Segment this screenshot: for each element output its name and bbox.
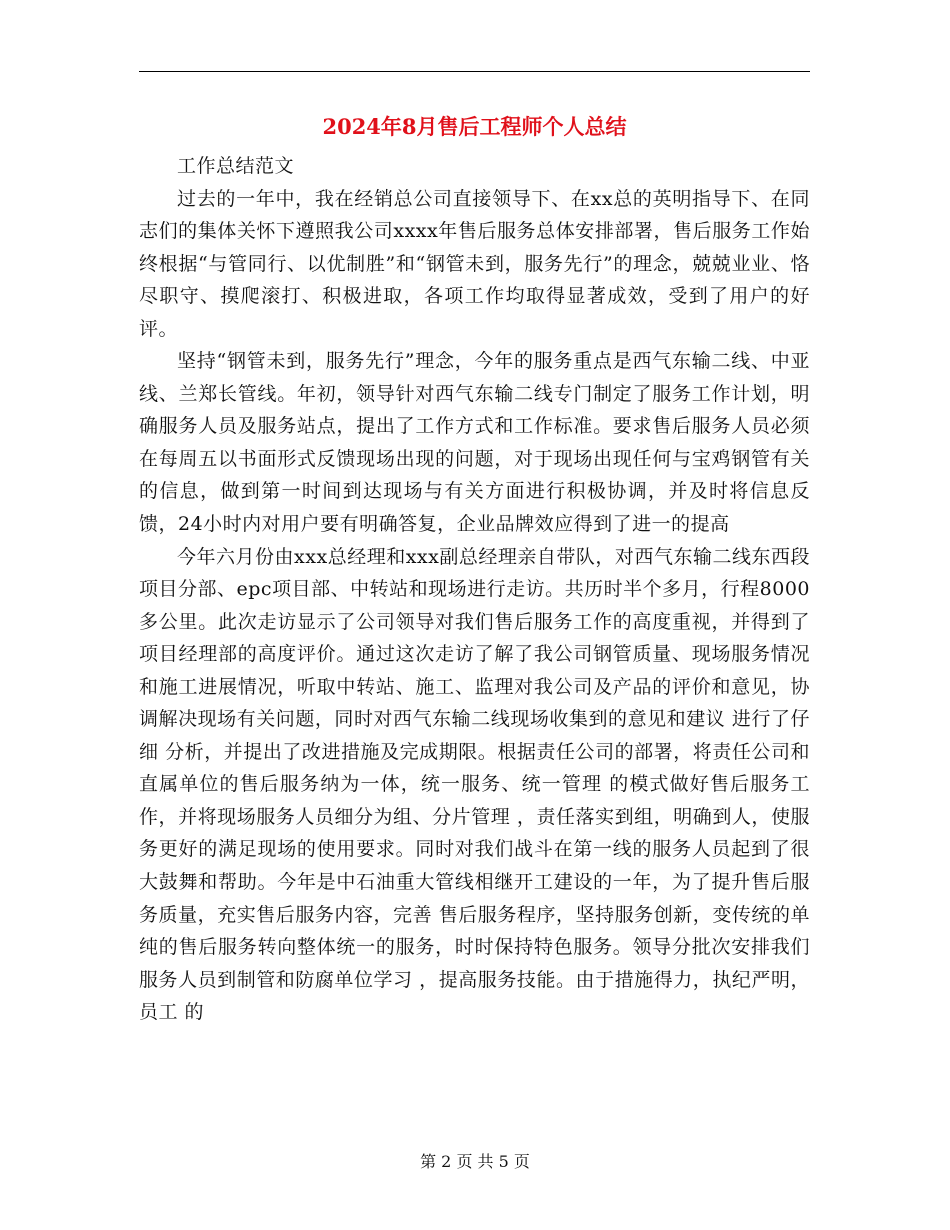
page-footer: 第 2 页 共 5 页 — [420, 1152, 530, 1171]
header-rule — [139, 71, 810, 72]
paragraph-subtitle: 工作总结范文 — [177, 155, 295, 177]
document-title: 2024年8月售后工程师个人总结 — [322, 114, 627, 139]
document-body — [139, 150, 810, 1029]
paragraph-1: 过去的一年中，我在经销总公司直接领导下、在xx总的英明指导下、在同志们的集体关怀下遵照我公司xxxx年售后服务总体安排部署，售后服务工作始终根据“与管同行、以优制胜”和“钢管未到，服务先行”的理念，兢兢业业、恪尽职守、摸爬滚打、积极进取，各项工作均取得显著成效，受到了用户的好评。 — [139, 187, 810, 340]
paragraph-2: 坚持“钢管未到，服务先行”理念，今年的服务重点是西气东输二线、中亚线、兰郑长管线。年初，领导针对西气东输二线专门制定了服务工作计划，明确服务人员及服务站点，提出了工作方式和工作标准。要求售后服务人员必须在每周五以书面形式反馈现场出现的问题，对于现场出现任何与宝鸡钢管有关的信息，做到第一时间到达现场与有关方面进行积极协调，并及时将信息反馈，24小时内对用户要有明确答复，企业品牌效应得到了进一的提高 — [139, 350, 810, 536]
paragraph-3: 今年六月份由xxx总经理和xxx副总经理亲自带队，对西气东输二线东西段项目分部、epc项目部、中转站和现场进行走访。共历时半个多月，行程8000多公里。此次走访显示了公司领导对我们售后服务工作的高度重视，并得到了项目经理部的高度评价。通过这次走访了解了我公司钢管质量、现场服务情况和施工进展情况，听取中转站、施工、监理对我公司及产品的评价和意见，协调解决现场有关问题，同时对西气东输二线现场收集到的意见和建议 进行了仔细 分析，并提出了改进措施及完成期限。根据责任公司的部署，将责任公司和直属单位的售后服务纳为一体，统一服务、统一管理 的模式做好售后服务工作，并将现场服务人员细分为组、分片管理 ，责任落实到组，明确到人，使服务更好的满足现场的使用要求。同时对我们战斗在第一线的服务人员起到了很大鼓舞和帮助。今年是中石油重大管线相继开工建设的一年，为了提升售后服务质量，充实售后服务内容，完善 售后服务程序，坚持服务创新，变传统的单纯的售后服务转向整体统一的服务，时时保持特色服务。领导分批次安排我们服务人员到制管和防腐单位学习 ，提高服务技能。由于措施得力，执纪严明，员工 的 — [139, 545, 810, 1024]
